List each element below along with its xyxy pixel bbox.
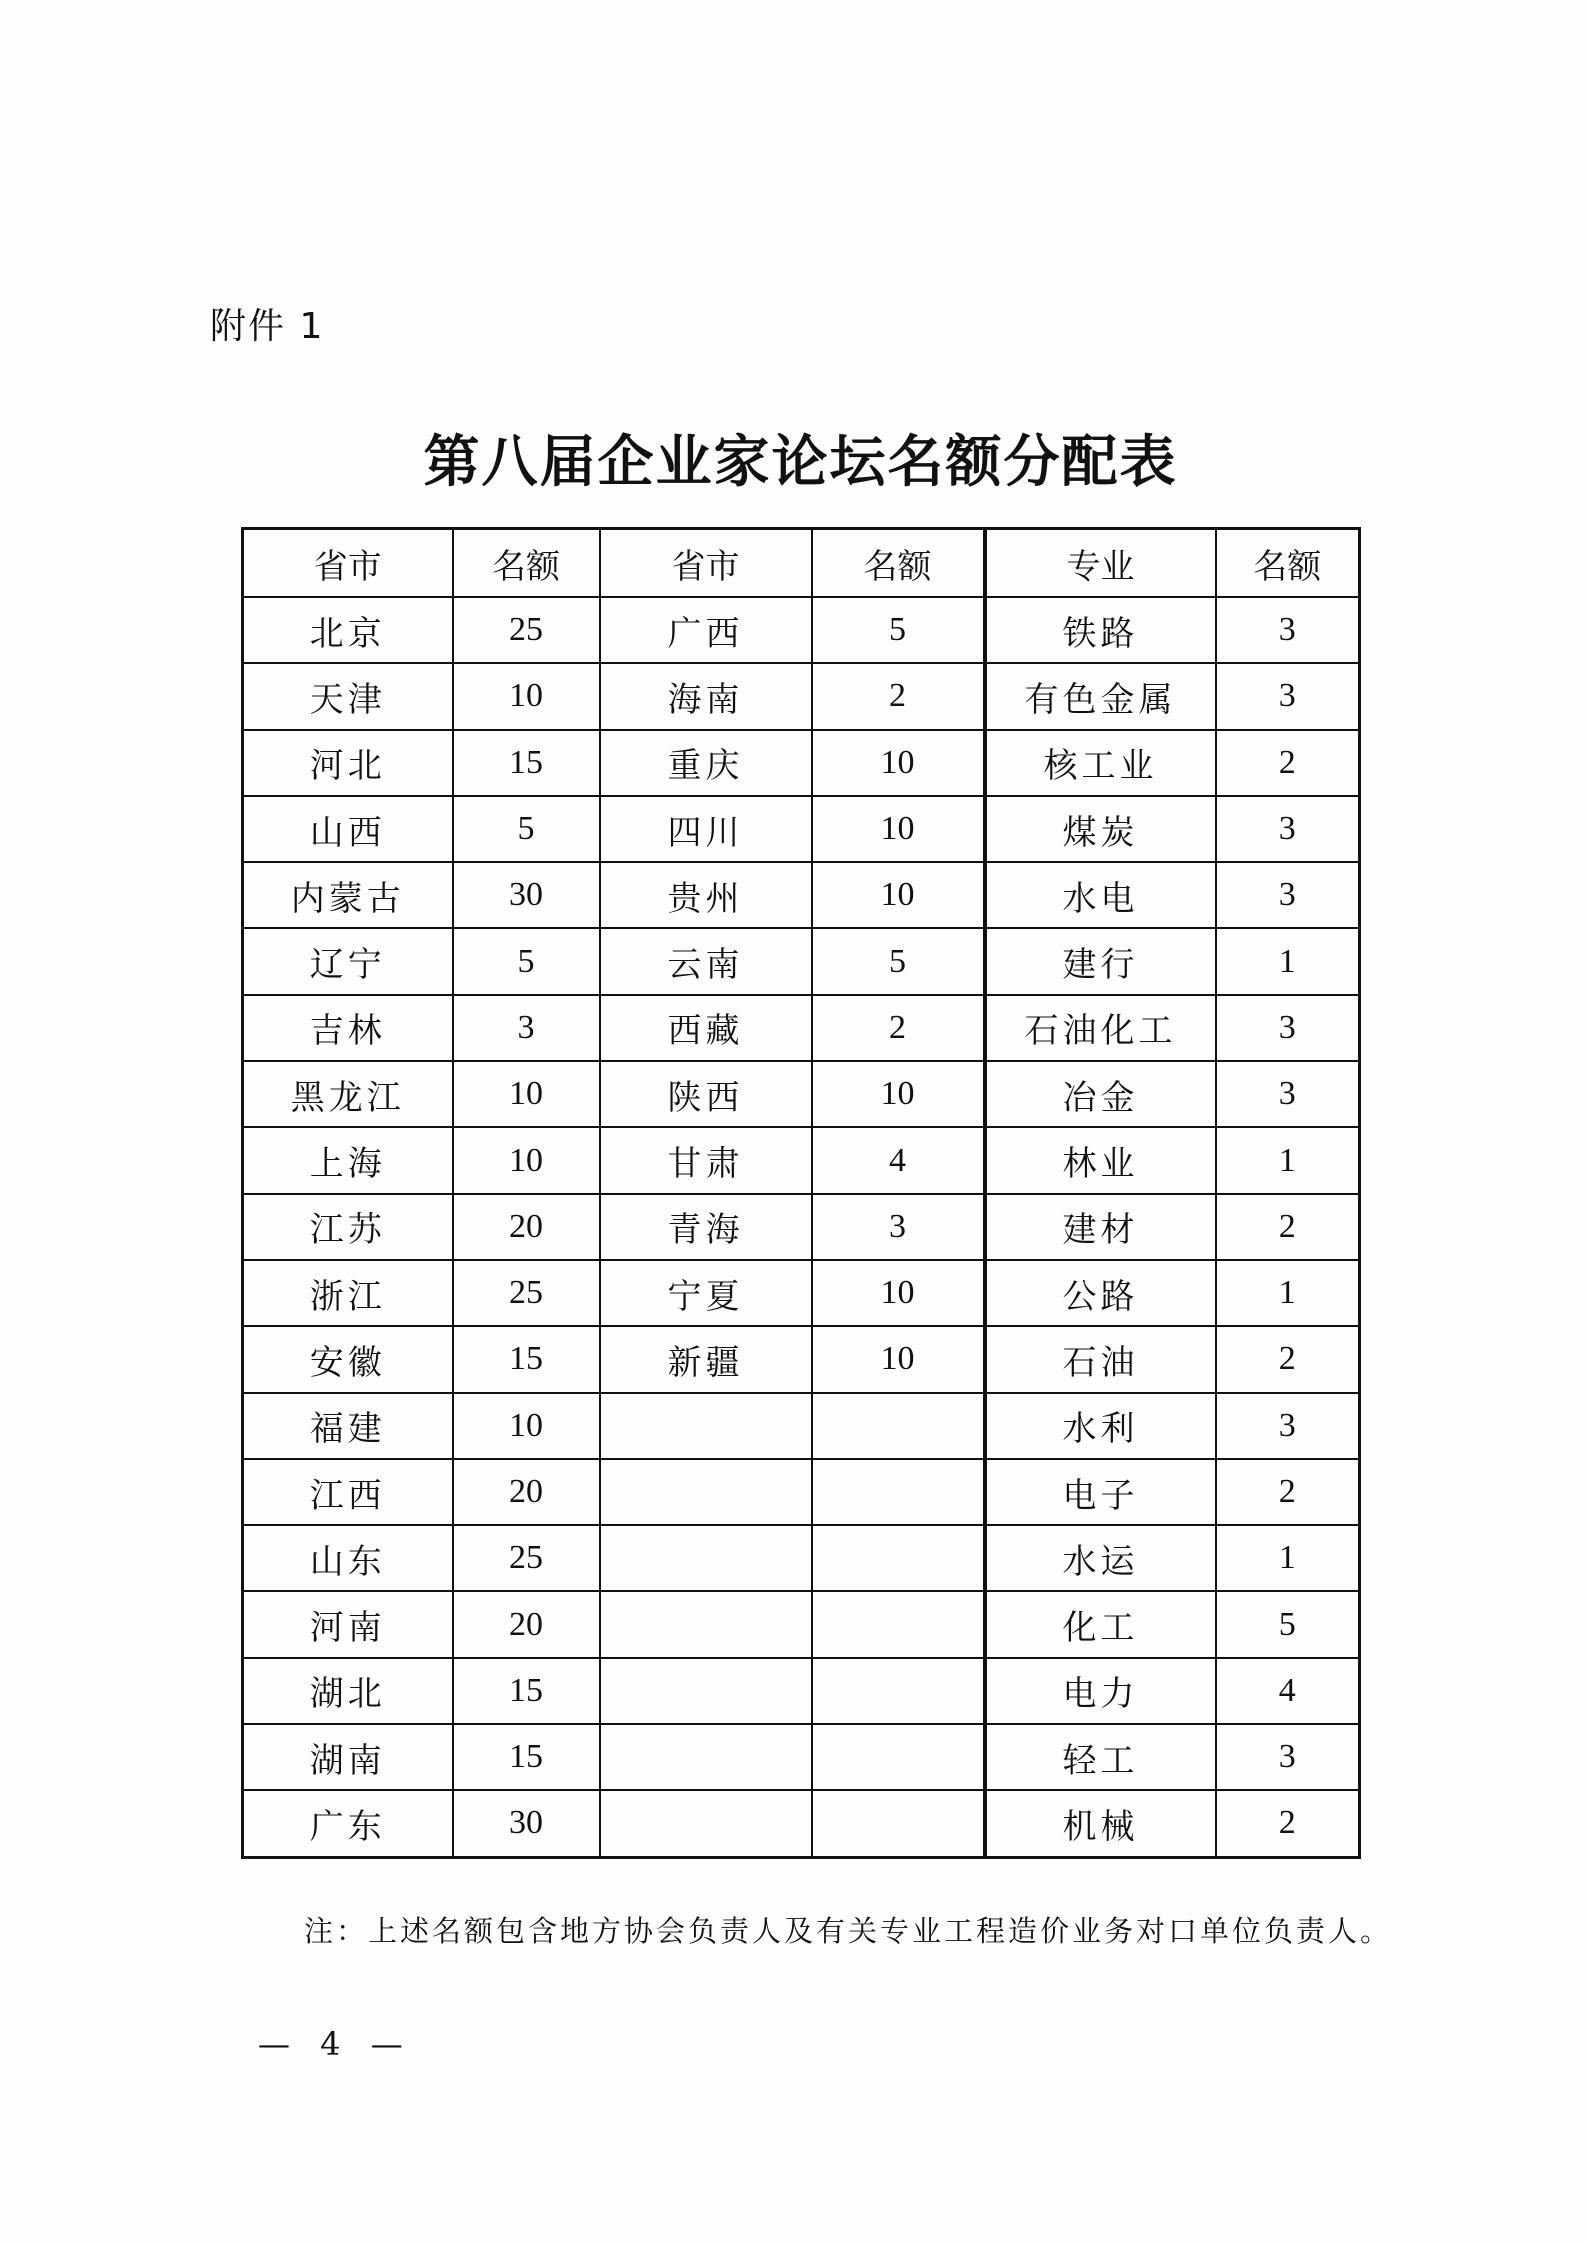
cell-province-2: 青海 [600, 1194, 812, 1260]
document-title: 第八届企业家论坛名额分配表 [423, 430, 1178, 495]
cell-quota-1: 25 [453, 1525, 600, 1591]
cell-quota-1: 15 [453, 1658, 600, 1724]
cell-province-1: 黑龙江 [243, 1061, 453, 1127]
cell-specialty: 石油 [985, 1326, 1216, 1392]
cell-quota-2 [812, 1525, 985, 1591]
cell-quota-3: 1 [1216, 928, 1360, 994]
cell-quota-1: 15 [453, 730, 600, 796]
cell-quota-2: 10 [812, 862, 985, 928]
header-quota-1: 名额 [453, 529, 600, 598]
cell-quota-1: 20 [453, 1459, 600, 1525]
cell-province-2: 海南 [600, 663, 812, 729]
cell-province-1: 福建 [243, 1393, 453, 1459]
table-row [243, 1393, 1360, 1459]
table-body [243, 597, 1360, 1857]
table-row [243, 862, 1360, 928]
table-row [243, 1127, 1360, 1193]
table-header-row [243, 529, 1360, 598]
table-row [243, 796, 1360, 862]
cell-province-1: 山西 [243, 796, 453, 862]
cell-province-1: 湖南 [243, 1724, 453, 1790]
cell-specialty: 冶金 [985, 1061, 1216, 1127]
cell-quota-3: 3 [1216, 862, 1360, 928]
table-row [243, 663, 1360, 729]
cell-specialty: 林业 [985, 1127, 1216, 1193]
cell-quota-3: 5 [1216, 1591, 1360, 1657]
cell-quota-3: 3 [1216, 796, 1360, 862]
cell-specialty: 电力 [985, 1658, 1216, 1724]
cell-quota-2 [812, 1790, 985, 1857]
cell-quota-1: 25 [453, 1260, 600, 1326]
cell-quota-2 [812, 1658, 985, 1724]
cell-province-1: 江苏 [243, 1194, 453, 1260]
cell-specialty: 铁路 [985, 597, 1216, 663]
cell-quota-3: 1 [1216, 1127, 1360, 1193]
cell-specialty: 煤炭 [985, 796, 1216, 862]
cell-province-2: 重庆 [600, 730, 812, 796]
cell-province-2: 广西 [600, 597, 812, 663]
table-row [243, 1790, 1360, 1857]
cell-specialty: 建行 [985, 928, 1216, 994]
cell-province-1: 北京 [243, 597, 453, 663]
cell-quota-2: 10 [812, 796, 985, 862]
attachment-label: 附件 1 [210, 306, 325, 347]
cell-province-2: 陕西 [600, 1061, 812, 1127]
cell-specialty: 建材 [985, 1194, 1216, 1260]
table-row [243, 730, 1360, 796]
cell-quota-3: 4 [1216, 1658, 1360, 1724]
table-row [243, 928, 1360, 994]
cell-quota-1: 10 [453, 663, 600, 729]
header-specialty: 专业 [985, 529, 1216, 598]
cell-province-1: 广东 [243, 1790, 453, 1857]
cell-province-1: 浙江 [243, 1260, 453, 1326]
cell-specialty: 石油化工 [985, 995, 1216, 1061]
cell-specialty: 机械 [985, 1790, 1216, 1857]
cell-province-1: 河北 [243, 730, 453, 796]
cell-quota-3: 2 [1216, 1790, 1360, 1857]
table-row [243, 1326, 1360, 1392]
cell-quota-3: 3 [1216, 597, 1360, 663]
cell-quota-1: 30 [453, 862, 600, 928]
cell-province-1: 内蒙古 [243, 862, 453, 928]
cell-quota-2: 10 [812, 1260, 985, 1326]
table-row [243, 1658, 1360, 1724]
cell-quota-3: 2 [1216, 1326, 1360, 1392]
cell-quota-2: 5 [812, 597, 985, 663]
cell-province-2 [600, 1724, 812, 1790]
cell-quota-1: 10 [453, 1061, 600, 1127]
cell-province-1: 上海 [243, 1127, 453, 1193]
cell-province-2: 新疆 [600, 1326, 812, 1392]
header-quota-2: 名额 [812, 529, 985, 598]
cell-province-2: 宁夏 [600, 1260, 812, 1326]
cell-quota-1: 20 [453, 1194, 600, 1260]
cell-province-2 [600, 1393, 812, 1459]
cell-province-2 [600, 1525, 812, 1591]
cell-quota-1: 10 [453, 1127, 600, 1193]
cell-quota-3: 2 [1216, 1459, 1360, 1525]
cell-province-1: 河南 [243, 1591, 453, 1657]
cell-quota-2 [812, 1724, 985, 1790]
cell-quota-3: 3 [1216, 663, 1360, 729]
cell-quota-3: 1 [1216, 1525, 1360, 1591]
cell-specialty: 核工业 [985, 730, 1216, 796]
cell-province-1: 吉林 [243, 995, 453, 1061]
cell-quota-2: 10 [812, 1061, 985, 1127]
cell-quota-3: 3 [1216, 1393, 1360, 1459]
cell-quota-1: 20 [453, 1591, 600, 1657]
cell-quota-3: 2 [1216, 1194, 1360, 1260]
header-province-1: 省市 [243, 529, 453, 598]
cell-quota-2: 5 [812, 928, 985, 994]
cell-quota-2: 10 [812, 730, 985, 796]
cell-quota-1: 25 [453, 597, 600, 663]
cell-specialty: 轻工 [985, 1724, 1216, 1790]
cell-province-2: 贵州 [600, 862, 812, 928]
cell-quota-1: 5 [453, 796, 600, 862]
header-province-2: 省市 [600, 529, 812, 598]
cell-province-2 [600, 1790, 812, 1857]
cell-province-2: 四川 [600, 796, 812, 862]
cell-specialty: 水电 [985, 862, 1216, 928]
cell-quota-3: 3 [1216, 995, 1360, 1061]
cell-quota-1: 30 [453, 1790, 600, 1857]
cell-province-1: 江西 [243, 1459, 453, 1525]
cell-province-1: 天津 [243, 663, 453, 729]
cell-specialty: 公路 [985, 1260, 1216, 1326]
table-row [243, 597, 1360, 663]
table-footnote: 注：上述名额包含地方协会负责人及有关专业工程造价业务对口单位负责人。 [304, 1914, 1393, 1948]
cell-province-1: 辽宁 [243, 928, 453, 994]
page-number: — 4 — [258, 2025, 413, 2063]
cell-quota-3: 1 [1216, 1260, 1360, 1326]
cell-quota-3: 2 [1216, 730, 1360, 796]
cell-quota-1: 5 [453, 928, 600, 994]
cell-quota-1: 3 [453, 995, 600, 1061]
cell-province-2: 甘肃 [600, 1127, 812, 1193]
table-row [243, 1459, 1360, 1525]
cell-specialty: 水利 [985, 1393, 1216, 1459]
cell-specialty: 电子 [985, 1459, 1216, 1525]
cell-quota-1: 15 [453, 1724, 600, 1790]
cell-province-2 [600, 1591, 812, 1657]
table-row [243, 1724, 1360, 1790]
table-row [243, 995, 1360, 1061]
cell-province-1: 安徽 [243, 1326, 453, 1392]
cell-specialty: 有色金属 [985, 663, 1216, 729]
cell-quota-2 [812, 1591, 985, 1657]
quota-allocation-table [241, 527, 1361, 1859]
header-quota-3: 名额 [1216, 529, 1360, 598]
cell-quota-2: 2 [812, 663, 985, 729]
cell-quota-2 [812, 1393, 985, 1459]
cell-quota-3: 3 [1216, 1061, 1360, 1127]
cell-quota-2: 3 [812, 1194, 985, 1260]
cell-province-1: 湖北 [243, 1658, 453, 1724]
table-row [243, 1061, 1360, 1127]
cell-specialty: 化工 [985, 1591, 1216, 1657]
cell-quota-2: 4 [812, 1127, 985, 1193]
cell-province-2: 云南 [600, 928, 812, 994]
cell-quota-3: 3 [1216, 1724, 1360, 1790]
cell-specialty: 水运 [985, 1525, 1216, 1591]
table-row [243, 1194, 1360, 1260]
cell-quota-2 [812, 1459, 985, 1525]
cell-province-1: 山东 [243, 1525, 453, 1591]
cell-province-2: 西藏 [600, 995, 812, 1061]
cell-quota-1: 10 [453, 1393, 600, 1459]
table-row [243, 1591, 1360, 1657]
cell-quota-2: 2 [812, 995, 985, 1061]
cell-quota-2: 10 [812, 1326, 985, 1392]
cell-province-2 [600, 1658, 812, 1724]
table-row [243, 1260, 1360, 1326]
cell-province-2 [600, 1459, 812, 1525]
table-row [243, 1525, 1360, 1591]
cell-quota-1: 15 [453, 1326, 600, 1392]
